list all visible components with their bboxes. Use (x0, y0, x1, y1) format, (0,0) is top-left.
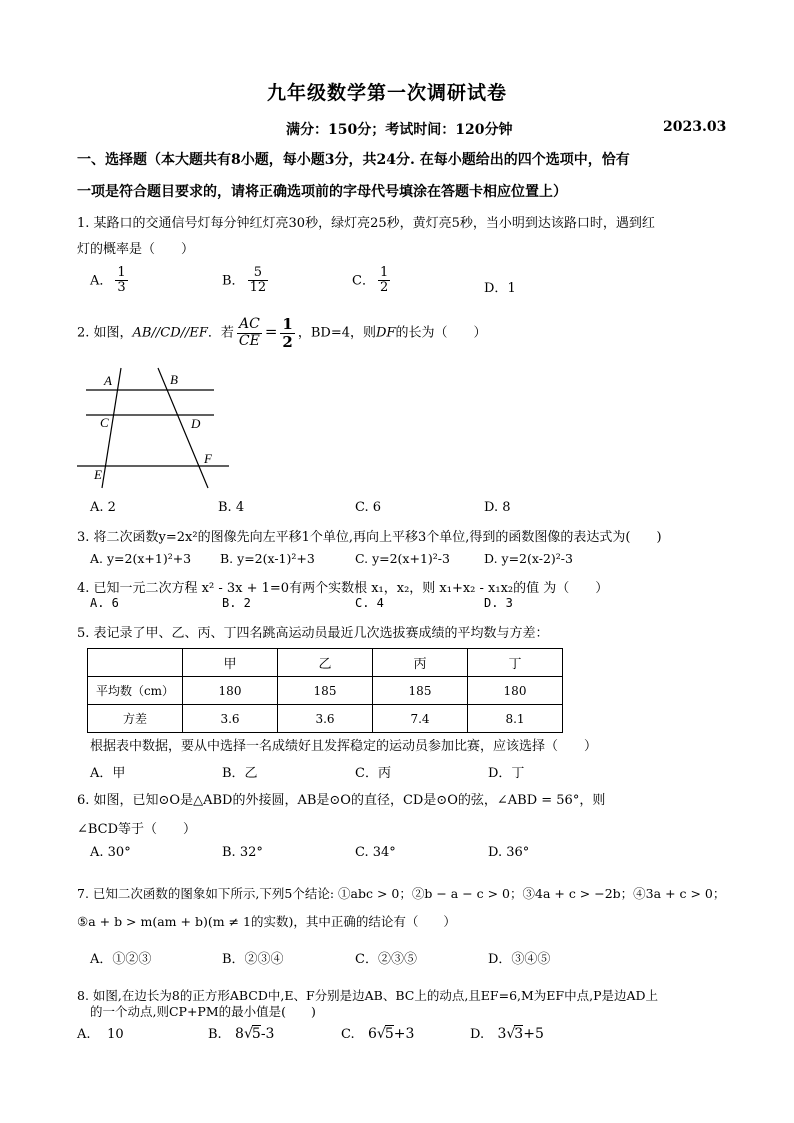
q4-stem: 4. 已知一元二次方程 x² - 3x + 1=0有两个实数根 x₁，x₂，则 x₁+x₂ - x₁x₂的值 为（ ） (77, 581, 609, 596)
q7-stem-line1: 7. 已知二次函数的图象如下所示,下列5个结论: ①abc > 0；②b − a − c > 0；③4a + c > −2b；④3a + c > 0； (77, 886, 726, 901)
q8-stem-line1: 8. 如图,在边长为8的正方形ABCD中,E、F分别是边AB、BC上的动点,且EF=6,M为EF中点,P是边AD上 (77, 988, 659, 1003)
section1-line2: 一项是符合题目要求的，请将正确选项前的字母代号填涂在答题卡相应位置上） (77, 184, 567, 200)
page-title: 九年级数学第一次调研试卷 (267, 82, 508, 104)
q4-option-d: D. 3 (484, 596, 513, 610)
q6-option-d: D. 36° (488, 845, 530, 860)
table-cell: 8.1 (468, 705, 563, 733)
q7-stem-line2: ⑤a + b > m(am + b)(m ≠ 1的实数)，其中正确的结论有（ ） (77, 914, 456, 929)
table-header-row (88, 649, 563, 677)
q8-stem-line2: 的一个动点,则CP+PM的最小值是( ) (90, 1004, 316, 1019)
transversal-bdf (158, 368, 208, 488)
q5-option-d: D．丁 (488, 766, 525, 781)
q2-figure (72, 364, 242, 494)
q1-option-d: D．1 (484, 281, 516, 296)
q3-option-b: B. y=2(x-1)²+3 (220, 551, 315, 566)
q2-option-d: D. 8 (484, 500, 511, 515)
q5-option-a: A．甲 (90, 766, 126, 781)
q4-option-c: C. 4 (355, 596, 384, 610)
q5-stem: 5. 表记录了甲、乙、丙、丁四名跳高运动员最近几次选拔赛成绩的平均数与方差： (77, 626, 549, 641)
q2-option-c: C. 6 (355, 500, 382, 515)
q8-option-d: D. 3√3+5 (470, 1026, 544, 1042)
table-cell (88, 649, 183, 677)
q7-option-b: B．②③④ (222, 952, 284, 967)
label-e: E (94, 467, 102, 482)
table-cell: 180 (468, 677, 563, 705)
label-d: D (191, 416, 201, 431)
q7-option-c: C．②③⑤ (355, 952, 417, 967)
table-cell: 方差 (88, 705, 183, 733)
q5-option-c: C．丙 (355, 766, 391, 781)
q7-option-a: A．①②③ (90, 952, 152, 967)
q3-option-a: A. y=2(x+1)²+3 (90, 551, 192, 566)
q2-option-b: B. 4 (218, 500, 245, 515)
table-cell: 7.4 (373, 705, 468, 733)
label-f: F (204, 451, 212, 466)
q3-option-c: C. y=2(x+1)²-3 (355, 551, 450, 566)
q1-option-c: C． $\frac{1}{2}$ (352, 265, 389, 296)
q1-option-b: B． $\frac{5}{12}$ (222, 265, 267, 296)
table-cell: 乙 (278, 649, 373, 677)
table-cell: 甲 (183, 649, 278, 677)
q8-option-a: A. 10 (77, 1027, 124, 1042)
label-a: A (104, 373, 112, 388)
label-b: B (170, 372, 178, 387)
q3-stem: 3. 将二次函数y=2x²的图像先向左平移1个单位,再向上平移3个单位,得到的函数图像的表达式为( ) (77, 530, 662, 545)
table-cell: 平均数（cm） (88, 677, 183, 705)
q5-score-table (87, 648, 563, 733)
table-row (88, 705, 563, 733)
table-cell: 丁 (468, 649, 563, 677)
q1-option-a: A． $\frac{1}{3}$ (90, 265, 126, 296)
table-cell: 185 (373, 677, 468, 705)
q1-stem-line2: 灯的概率是（ ） (77, 242, 195, 257)
q1-stem-line1: 1. 某路口的交通信号灯每分钟红灯亮30秒，绿灯亮25秒，黄灯亮5秒，当小明到达该路口时，遇到红 (77, 216, 655, 231)
q6-stem-line1: 6. 如图，已知⊙O是△ABD的外接圆，AB是⊙O的直径，CD是⊙O的弦，∠ABD = 56°，则 (77, 793, 606, 808)
table-row (88, 677, 563, 705)
q6-option-a: A. 30° (90, 845, 131, 860)
q7-option-d: D．③④⑤ (488, 952, 551, 967)
exam-date: 2023.03 (663, 119, 727, 135)
q8-option-c: C. 6√5+3 (341, 1026, 415, 1042)
q8-option-b: B. 8√5-3 (208, 1026, 275, 1042)
q5-option-b: B．乙 (222, 766, 258, 781)
q6-option-c: C. 34° (355, 845, 396, 860)
table-cell: 3.6 (278, 705, 373, 733)
q6-stem-line2: ∠BCD等于（ ） (77, 822, 197, 837)
q6-option-b: B. 32° (222, 845, 263, 860)
q4-option-b: B. 2 (222, 596, 251, 610)
section1-line1: 一、选择题（本大题共有8小题，每小题3分，共24分. 在每小题给出的四个选项中，恰有 (77, 152, 630, 168)
q2-option-a: A. 2 (90, 500, 116, 515)
q3-option-d: D. y=2(x-2)²-3 (484, 551, 573, 566)
exam-meta: 满分：150分；考试时间：120分钟 (286, 122, 513, 138)
table-cell: 180 (183, 677, 278, 705)
table-cell: 185 (278, 677, 373, 705)
q5-follow: 根据表中数据，要从中选择一名成绩好且发挥稳定的运动员参加比赛，应该选择（ ） (90, 739, 598, 754)
q2-stem: 2. 如图，AB//CD//EF．若 $\frac{AC}{CE}$ = $\frac{1}{2}$ ，BD=4，则DF的长为（ ） (77, 315, 487, 351)
table-cell: 3.6 (183, 705, 278, 733)
label-c: C (100, 415, 109, 430)
table-cell: 丙 (373, 649, 468, 677)
q4-option-a: A. 6 (90, 596, 119, 610)
